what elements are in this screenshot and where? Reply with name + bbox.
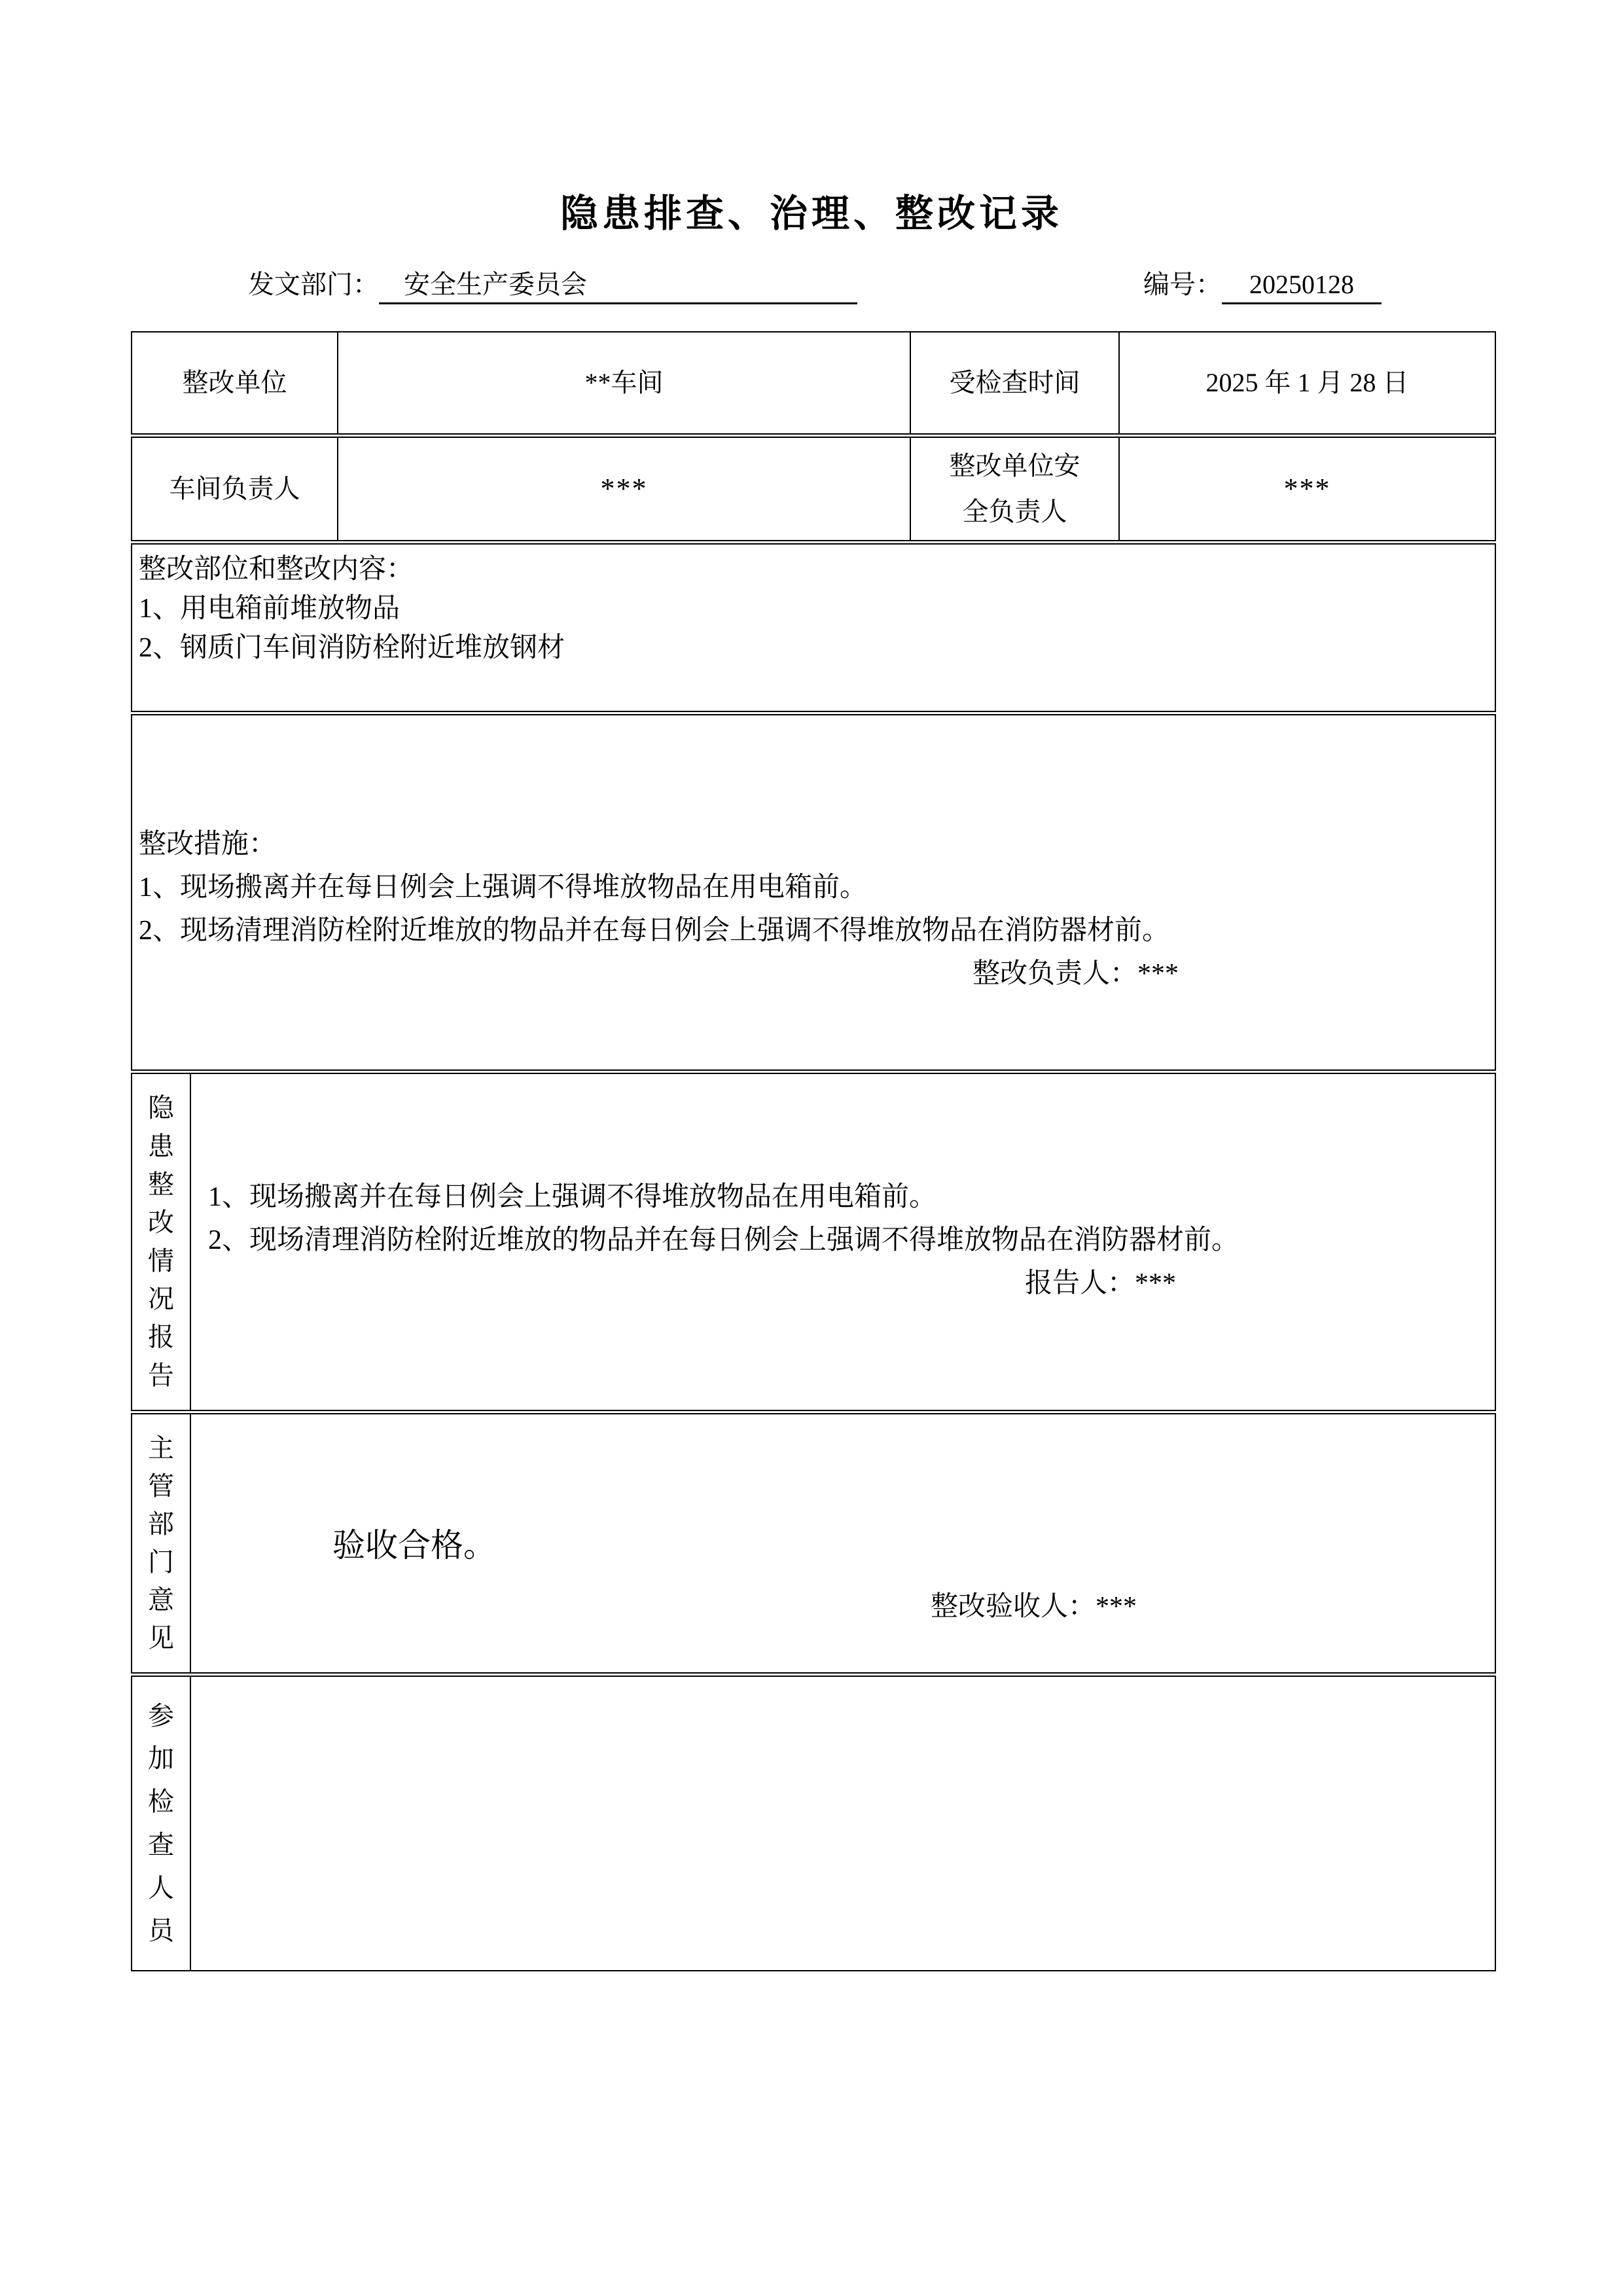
row-responsible-person — [131, 437, 1496, 541]
participants-side-label: 参 加 检 查 人 员 — [132, 1677, 191, 1970]
measures-signer-line — [972, 952, 1486, 996]
measures-signer-value: *** — [1137, 959, 1179, 989]
report-signer-line — [1025, 1262, 1486, 1305]
row-rectify-unit — [131, 331, 1496, 435]
report-signer-value: *** — [1135, 1268, 1177, 1299]
dept-opinion-text: 验收合格。 — [332, 1527, 496, 1564]
rectify-unit-value: **车间 — [338, 332, 911, 433]
section-dept-opinion — [131, 1413, 1496, 1674]
report-signer-label: 报告人： — [1025, 1268, 1135, 1299]
location-content-heading: 整改部位和整改内容： — [139, 554, 414, 584]
safety-head-label-text: 整改单位安全负责人 — [949, 451, 1080, 526]
report-item: 1、现场搬离并在每日例会上强调不得堆放物品在用电箱前。 — [208, 1182, 937, 1212]
opinion-signer-label: 整改验收人： — [931, 1592, 1096, 1622]
workshop-head-label: 车间负责人 — [132, 438, 338, 540]
safety-head-label — [911, 438, 1120, 540]
issuing-dept-value: 安全生产委员会 — [379, 268, 857, 304]
doc-no-label: 编号： — [1143, 270, 1222, 299]
measures-item: 2、现场清理消防栓附近堆放的物品并在每日例会上强调不得堆放物品在消防器材前。 — [139, 916, 1170, 946]
section-participants — [131, 1676, 1496, 1971]
dept-opinion-side-label: 主 管 部 门 意 见 — [132, 1414, 191, 1672]
measures-signer-label: 整改负责人： — [972, 959, 1138, 989]
dept-opinion-body — [191, 1414, 1495, 1672]
report-item: 2、现场清理消防栓附近堆放的物品并在每日例会上强调不得堆放物品在消防器材前。 — [208, 1225, 1240, 1255]
header-line — [131, 268, 1496, 304]
section-measures — [131, 714, 1496, 1071]
section-location-content — [131, 543, 1496, 712]
issuing-dept-label: 发文部门： — [248, 270, 379, 299]
measures-heading: 整改措施： — [139, 829, 277, 859]
opinion-signer-line — [931, 1587, 1495, 1626]
record-table — [131, 331, 1496, 1971]
rectify-unit-label: 整改单位 — [132, 332, 338, 433]
opinion-signer-value: *** — [1096, 1592, 1137, 1622]
measures-item: 1、现场搬离并在每日例会上强调不得堆放物品在用电箱前。 — [139, 872, 868, 903]
inspect-time-label: 受检查时间 — [911, 332, 1120, 433]
safety-head-value: *** — [1283, 473, 1331, 505]
workshop-head-value: *** — [338, 438, 911, 540]
participants-body — [191, 1677, 1495, 1970]
doc-no-value: 20250128 — [1222, 268, 1382, 304]
section-rectification-report — [131, 1073, 1496, 1411]
location-content-item: 2、钢质门车间消防栓附近堆放钢材 — [139, 633, 565, 663]
rectification-report-body — [191, 1074, 1495, 1410]
rectification-report-side-label: 隐 患 整 改 情 况 报 告 — [132, 1074, 191, 1410]
page-title: 隐患排查、治理、整改记录 — [560, 192, 1063, 235]
location-content-item: 1、用电箱前堆放物品 — [139, 594, 401, 624]
inspect-time-value: 2025 年 1 月 28 日 — [1205, 368, 1409, 397]
